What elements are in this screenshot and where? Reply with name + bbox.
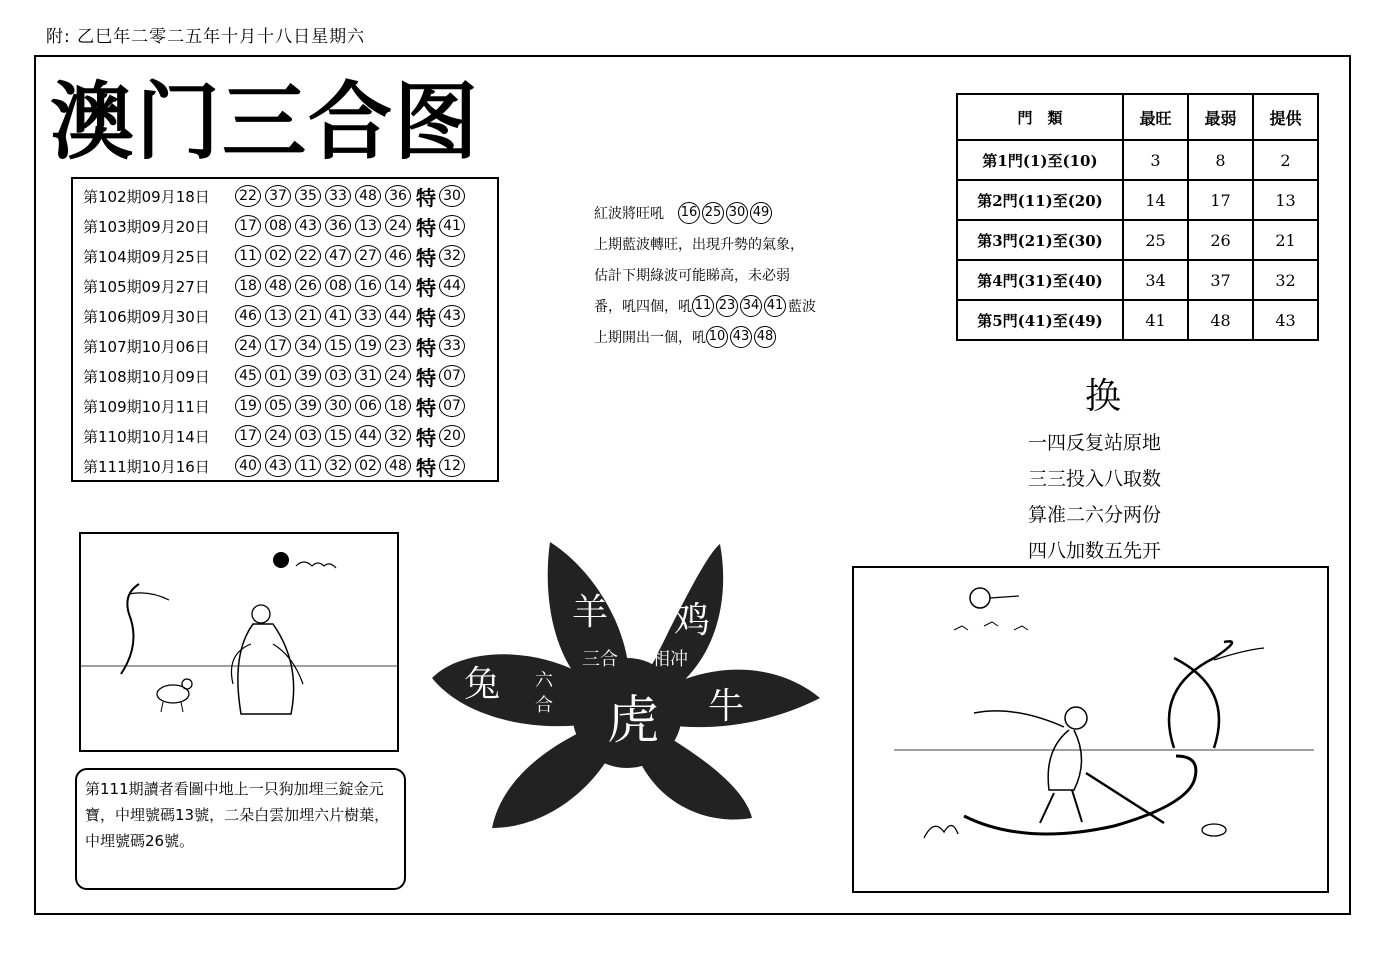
sun-icon: [273, 552, 289, 568]
number-ball: 18: [385, 395, 411, 417]
gate-hot-cell: 14: [1123, 180, 1188, 220]
sword-icon: [1086, 773, 1164, 823]
gate-header-pick: 提供: [1253, 94, 1318, 140]
analysis-line-5-text: 上期開出一個，吼: [594, 329, 706, 346]
analysis-ball: 16: [678, 202, 700, 224]
analysis-ball: 30: [726, 202, 748, 224]
gate-pick-cell: 43: [1253, 300, 1318, 340]
cloud-icon: [296, 562, 336, 568]
number-ball: 32: [325, 455, 351, 477]
number-ball: 43: [295, 215, 321, 237]
gate-row: [957, 300, 1318, 340]
zodiac-ox: 牛: [708, 686, 745, 727]
analysis-ball: 48: [754, 326, 776, 348]
history-row: [83, 181, 497, 211]
number-ball: 33: [325, 185, 351, 207]
history-row: [83, 271, 497, 301]
number-ball: 15: [325, 335, 351, 357]
number-ball: 40: [235, 455, 261, 477]
number-ball: 02: [265, 245, 291, 267]
number-ball: 18: [235, 275, 261, 297]
reader-note: 第111期讀者看圖中地上一只狗加埋三錠金元寶，中埋號碼13號，二朵白雲加埋六片樹葉，中埋號碼26號。: [75, 768, 406, 890]
lady-icon: [252, 605, 270, 623]
number-ball: 43: [265, 455, 291, 477]
history-row-label: 第108期10月09日: [83, 367, 210, 386]
gate-table: [956, 93, 1319, 341]
analysis-line-3: 估計下期綠波可能睇高，未必弱: [594, 267, 790, 284]
special-number-ball: 43: [439, 305, 465, 327]
number-ball: 36: [325, 215, 351, 237]
poem-line: 三三投入八取数: [1028, 468, 1162, 490]
number-ball: 17: [235, 425, 261, 447]
number-ball: 05: [265, 395, 291, 417]
label-liuhe-2: 合: [535, 695, 553, 716]
number-ball: 41: [325, 305, 351, 327]
special-number-ball: 33: [439, 335, 465, 357]
number-ball: 48: [265, 275, 291, 297]
special-number-ball: 32: [439, 245, 465, 267]
number-ball: 46: [235, 305, 261, 327]
gate-range-cell: 第2門(11)至(20): [957, 180, 1123, 220]
history-row-label: 第103期09月20日: [83, 217, 210, 236]
special-label: 特: [416, 305, 436, 330]
gate-pick-cell: 13: [1253, 180, 1318, 220]
history-row-label: 第109期10月11日: [83, 397, 210, 416]
analysis-line-1-balls: [678, 202, 774, 224]
tree-icon: [121, 584, 139, 674]
special-number-ball: 20: [439, 425, 465, 447]
page-title: 澳门三合图: [50, 73, 481, 171]
gate-hot-cell: 34: [1123, 260, 1188, 300]
special-label: 特: [416, 425, 436, 450]
analysis-line-1-text: 紅波將旺吼: [594, 205, 664, 222]
analysis-ball: 23: [716, 295, 738, 317]
number-ball: 13: [265, 305, 291, 327]
zodiac-goat: 羊: [572, 592, 609, 633]
number-ball: 13: [355, 215, 381, 237]
history-row-label: 第107期10月06日: [83, 337, 210, 356]
analysis-line-5-balls: [706, 326, 778, 348]
special-label: 特: [416, 245, 436, 270]
illustration-warrior-snake: [852, 566, 1329, 893]
number-ball: 34: [295, 335, 321, 357]
number-ball: 02: [355, 455, 381, 477]
number-ball: 46: [385, 245, 411, 267]
gate-pick-cell: 2: [1253, 140, 1318, 180]
number-ball: 23: [385, 335, 411, 357]
zodiac-rooster: 鸡: [674, 600, 711, 641]
gate-row: [957, 180, 1318, 220]
poem-line: 算准二六分两份: [1028, 504, 1162, 526]
history-row-label: 第106期09月30日: [83, 307, 210, 326]
number-ball: 33: [355, 305, 381, 327]
warrior-snake-drawing: [854, 568, 1327, 891]
history-row: [83, 331, 497, 361]
number-ball: 22: [235, 185, 261, 207]
history-row-label: 第102期09月18日: [83, 187, 210, 206]
number-ball: 32: [385, 425, 411, 447]
gate-row: [957, 260, 1318, 300]
number-ball: 21: [295, 305, 321, 327]
number-ball: 08: [325, 275, 351, 297]
number-ball: 24: [385, 215, 411, 237]
birds-icon: [954, 622, 1028, 630]
history-row-label: 第105期09月27日: [83, 277, 210, 296]
history-row-label: 第111期10月16日: [83, 457, 210, 476]
number-ball: 16: [355, 275, 381, 297]
gate-table-body: [957, 140, 1318, 340]
special-label: 特: [416, 395, 436, 420]
number-ball: 36: [385, 185, 411, 207]
analysis-line-4: [594, 290, 864, 321]
special-number-ball: 07: [439, 395, 465, 417]
gate-pick-cell: 32: [1253, 260, 1318, 300]
number-ball: 44: [385, 305, 411, 327]
label-sanhe: 三合: [582, 649, 618, 670]
number-ball: 06: [355, 395, 381, 417]
special-label: 特: [416, 335, 436, 360]
gate-header-type: 門 類: [957, 94, 1123, 140]
lady-dog-drawing: [81, 534, 397, 750]
analysis-ball: 41: [764, 295, 786, 317]
special-label: 特: [416, 365, 436, 390]
history-row: [83, 421, 497, 451]
history-row: [83, 211, 497, 241]
history-row-label: 第104期09月25日: [83, 247, 210, 266]
warrior-icon: [1065, 707, 1087, 729]
analysis-line-1: [594, 197, 864, 228]
number-ball: 39: [295, 395, 321, 417]
gate-hot-cell: 41: [1123, 300, 1188, 340]
riddle-poem: [1028, 368, 1198, 569]
number-ball: 44: [355, 425, 381, 447]
analysis-line-5: [594, 321, 864, 352]
special-number-ball: 44: [439, 275, 465, 297]
special-number-ball: 12: [439, 455, 465, 477]
gate-cold-cell: 17: [1188, 180, 1253, 220]
history-row: [83, 241, 497, 271]
zodiac-rabbit: 兔: [464, 664, 501, 705]
history-row: [83, 301, 497, 331]
gate-range-cell: 第1門(1)至(10): [957, 140, 1123, 180]
special-number-ball: 07: [439, 365, 465, 387]
analysis-line-4-tail: 藍波: [788, 298, 816, 315]
special-number-ball: 30: [439, 185, 465, 207]
number-ball: 39: [295, 365, 321, 387]
gate-hot-cell: 3: [1123, 140, 1188, 180]
gate-cold-cell: 8: [1188, 140, 1253, 180]
number-ball: 11: [295, 455, 321, 477]
number-ball: 17: [265, 335, 291, 357]
analysis-ball: 11: [692, 295, 714, 317]
number-ball: 48: [385, 455, 411, 477]
gate-cold-cell: 26: [1188, 220, 1253, 260]
analysis-line-4-balls: [692, 295, 788, 317]
draw-history-table: [71, 177, 499, 482]
number-ball: 48: [355, 185, 381, 207]
zodiac-tiger: 虎: [607, 691, 660, 751]
analysis-line-4-text: 番，吼四個，吼: [594, 298, 692, 315]
zodiac-flower: [432, 538, 822, 828]
number-ball: 24: [385, 365, 411, 387]
gate-range-cell: 第3門(21)至(30): [957, 220, 1123, 260]
gate-hot-cell: 25: [1123, 220, 1188, 260]
wave-analysis: [594, 197, 864, 352]
gate-cold-cell: 37: [1188, 260, 1253, 300]
analysis-ball: 43: [730, 326, 752, 348]
special-label: 特: [416, 455, 436, 480]
number-ball: 31: [355, 365, 381, 387]
special-number-ball: 41: [439, 215, 465, 237]
number-ball: 22: [295, 245, 321, 267]
history-row: [83, 361, 497, 391]
gate-range-cell: 第4門(31)至(40): [957, 260, 1123, 300]
analysis-ball: 34: [740, 295, 762, 317]
history-row: [83, 451, 497, 481]
gate-header-cold: 最弱: [1188, 94, 1253, 140]
special-label: 特: [416, 275, 436, 300]
analysis-ball: 10: [706, 326, 728, 348]
number-ball: 14: [385, 275, 411, 297]
number-ball: 24: [265, 425, 291, 447]
number-ball: 08: [265, 215, 291, 237]
special-label: 特: [416, 185, 436, 210]
number-ball: 01: [265, 365, 291, 387]
number-ball: 47: [325, 245, 351, 267]
number-ball: 15: [325, 425, 351, 447]
number-ball: 17: [235, 215, 261, 237]
gate-cold-cell: 48: [1188, 300, 1253, 340]
analysis-line-2: 上期藍波轉旺，出現升勢的氣象，: [594, 236, 804, 253]
number-ball: 26: [295, 275, 321, 297]
analysis-ball: 25: [702, 202, 724, 224]
gate-header-hot: 最旺: [1123, 94, 1188, 140]
special-label: 特: [416, 215, 436, 240]
number-ball: 27: [355, 245, 381, 267]
number-ball: 45: [235, 365, 261, 387]
gate-row: [957, 220, 1318, 260]
gate-pick-cell: 21: [1253, 220, 1318, 260]
number-ball: 24: [235, 335, 261, 357]
gate-range-cell: 第5門(41)至(49): [957, 300, 1123, 340]
number-ball: 11: [235, 245, 261, 267]
number-ball: 03: [325, 365, 351, 387]
number-ball: 19: [235, 395, 261, 417]
poem-head: 换: [1084, 376, 1121, 417]
gate-table-header: [957, 94, 1318, 140]
label-liuhe-1: 六: [535, 670, 553, 691]
poem-line: 四八加数五先开: [1028, 540, 1162, 562]
number-ball: 19: [355, 335, 381, 357]
number-ball: 35: [295, 185, 321, 207]
gate-row: [957, 140, 1318, 180]
sun-icon: [970, 588, 990, 608]
history-row: [83, 391, 497, 421]
illustration-lady-dog: [79, 532, 399, 752]
history-row-label: 第110期10月14日: [83, 427, 210, 446]
analysis-ball: 49: [750, 202, 772, 224]
label-xiangchong: 相冲: [652, 649, 688, 670]
number-ball: 30: [325, 395, 351, 417]
date-line: 附: 乙巳年二零二五年十月十八日星期六: [46, 27, 366, 47]
poem-line: 一四反复站原地: [1028, 432, 1162, 454]
number-ball: 03: [295, 425, 321, 447]
number-ball: 37: [265, 185, 291, 207]
